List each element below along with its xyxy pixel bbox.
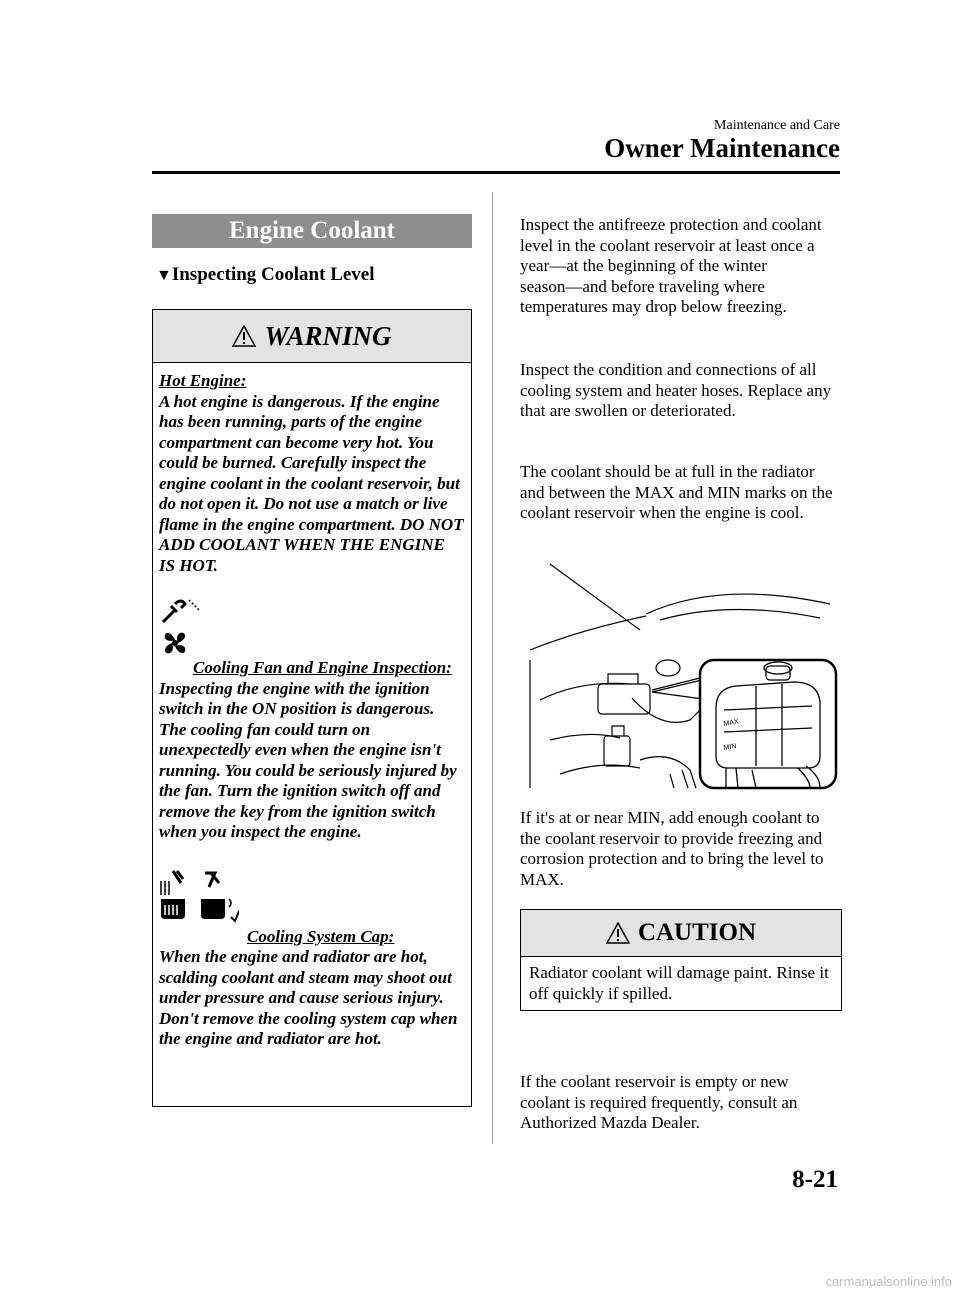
antifreeze-paragraph: Inspect the antifreeze protection and coolant level in the coolant reservoir at least once a year―at the beginning of the winter season―and before traveling where temperatures may drop below freezing. xyxy=(520,215,822,316)
caution-title: CAUTION xyxy=(637,919,757,946)
column-divider xyxy=(492,192,493,1144)
radiator-cap-icon xyxy=(159,869,239,925)
warning-body xyxy=(153,363,471,1050)
cap-warning-icons xyxy=(159,865,465,927)
warning-header xyxy=(153,310,471,363)
cooling-fan-icon xyxy=(159,628,191,658)
warning-title: WARNING xyxy=(264,320,392,351)
warning-box xyxy=(152,309,472,1107)
header-rule xyxy=(152,171,840,174)
triangle-marker-icon: ▼ xyxy=(156,267,172,284)
fan-warning-icons xyxy=(159,596,465,658)
max-mark-label: MAX xyxy=(723,718,740,728)
section-title-bar: Engine Coolant xyxy=(152,214,472,248)
header-section-title: Owner Maintenance xyxy=(604,133,840,163)
header-chapter: Maintenance and Care xyxy=(714,118,840,133)
caution-box xyxy=(520,909,842,1011)
subheading-text: Inspecting Coolant Level xyxy=(171,264,375,285)
cap-text: When the engine and radiator are hot, scalding coolant and steam may shoot out under pressure and cause serious injury. Don't remove the cooling system cap when the engine and radiator are hot. xyxy=(159,947,458,1048)
min-mark-label: MIN xyxy=(723,742,737,752)
caution-text: Radiator coolant will damage paint. Rinse it off quickly if spilled. xyxy=(529,963,829,1003)
page-number: 8-21 xyxy=(792,1166,838,1193)
coolant-reservoir-figure xyxy=(520,560,840,790)
warning-triangle-icon xyxy=(232,325,256,347)
caution-triangle-icon xyxy=(606,922,630,944)
hot-engine-heading: Hot Engine: xyxy=(159,371,247,390)
subheading xyxy=(156,264,375,286)
add-coolant-paragraph: If it's at or near MIN, add enough coolant to the coolant reservoir to provide freezing and corrosion protection and to bring the level to MAX. xyxy=(520,808,824,889)
caution-header xyxy=(521,910,841,957)
wrench-icon xyxy=(159,596,203,626)
coolant-level-paragraph: The coolant should be at full in the radiator and between the MAX and MIN marks on the coolant reservoir when the engine is cool. xyxy=(520,462,833,522)
fan-heading: Cooling Fan and Engine Inspection: xyxy=(193,658,452,677)
dealer-paragraph: If the coolant reservoir is empty or new coolant is required frequently, consult an Authorized Mazda Dealer. xyxy=(520,1072,798,1132)
hoses-paragraph: Inspect the condition and connections of all cooling system and heater hoses. Replace any that are swollen or deteriorated. xyxy=(520,360,832,420)
hot-engine-text: A hot engine is dangerous. If the engine has been running, parts of the engine compartment can become very hot. You could be burned. Carefully inspect the engine coolant in the coolant reservoir, but do not open it. Do not use a match or live flame in the engine compartment. DO NOT ADD COOLANT WHEN THE ENGINE IS HOT. xyxy=(159,391,464,575)
watermark: carmanualsonline.info xyxy=(825,1274,952,1289)
cap-heading: Cooling System Cap: xyxy=(247,926,395,946)
fan-text: Inspecting the engine with the ignition switch in the ON position is dangerous. The cooling fan could turn on unexpectedly even when the engine isn't running. You could be seriously injured by the fan. Turn the ignition switch off and remove the key from the ignition switch when you inspect the engine. xyxy=(159,678,457,841)
